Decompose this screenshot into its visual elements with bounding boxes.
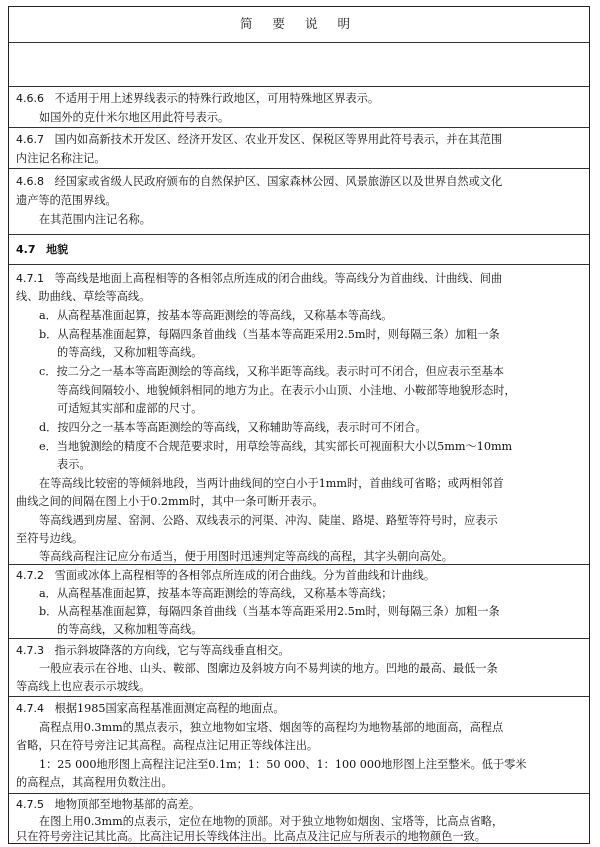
item-text: 根据1985国家高程基准面测定高程的地面点。 (54, 702, 285, 715)
item-4-7-5 (9, 794, 589, 843)
explanation-table (8, 6, 590, 844)
item-text: 内注记名称注记。 (16, 152, 106, 165)
item-number: 4.6.6 (16, 92, 44, 105)
item-text: 至符号边线。 (16, 532, 84, 545)
item-text: 曲线之间的间隔在图上小于0.2mm时，其中一条可断开表示。 (16, 495, 324, 508)
item-text: 可适短其实部和虚部的尺寸。 (57, 402, 203, 415)
item-4-7-3 (9, 639, 589, 697)
empty-row (9, 43, 589, 87)
item-4-6-8 (9, 169, 589, 235)
section-number: 4.7 (16, 243, 36, 256)
item-4-7-2 (9, 565, 589, 639)
item-text: 线、助曲线、草绘等高线。 (16, 290, 151, 303)
table-header (9, 7, 589, 43)
item-number: 4.7.1 (16, 272, 44, 285)
item-text: 遗产等的范围界线。 (16, 194, 117, 207)
item-text: a．从高程基准面起算，按基本等高距测绘的等高线，又称基本等高线； (39, 587, 393, 600)
item-text: 的等高线，又称加粗等高线。 (57, 346, 203, 359)
item-4-7-4 (9, 697, 589, 794)
item-text: d．按四分之一基本等高距测绘的等高线，又称辅助等高线，表示时可不闭合。 (39, 421, 427, 434)
item-text: 国内如高新技术开发区、经济开发区、农业开发区、保税区等界用此符号表示，并在其范围 (54, 133, 503, 146)
item-text: a．从高程基准面起算，按基本等高距测绘的等高线，又称基本等高线。 (39, 309, 393, 322)
item-number: 4.7.5 (16, 798, 44, 811)
table-title: 简 要 说 明 (240, 16, 358, 31)
section-title: 地貌 (46, 243, 69, 256)
item-text: 高程点用0.3mm的黑点表示，独立地物如宝塔、烟囱等的高程均为地物基部的地面高，高程点 (39, 721, 504, 734)
item-text: c．按二分之一基本等高距测绘的等高线，又称半距等高线。表示时可不闭合，但应表示至基本 (39, 365, 504, 378)
item-number: 4.7.4 (16, 702, 44, 715)
item-text: 指示斜坡降落的方向线，它与等高线垂直相交。 (54, 644, 290, 657)
item-text: b．从高程基准面起算，每隔四条首曲线（当基本等高距采用2.5m时，则每隔三条）加粗一条 (39, 605, 500, 618)
item-text: 表示。 (57, 458, 91, 471)
item-text: 等高线遇到房屋、窑洞、公路、双线表示的河渠、冲沟、陡崖、路堤、路堑等符号时，应表示 (39, 514, 498, 527)
item-number: 4.7.2 (16, 569, 44, 582)
item-text: 在等高线比较密的等倾斜地段，当两计曲线间的空白小于1mm时，首曲线可省略；或两相邻首 (39, 477, 504, 490)
item-text: 地物顶部至地物基部的高差。 (54, 798, 201, 811)
item-text: 1：25 000地形图上高程注记注至0.1m；1：50 000、1：100 000地形图上注至整米。低于零米 (39, 758, 527, 771)
item-text: 等高线上也应表示示坡线。 (16, 680, 151, 693)
item-text: 只在符号旁注记其比高。比高注记用长等线体注出。比高点及注记应与所表示的地物颜色一致。 (16, 830, 486, 843)
item-text: 在图上用0.3mm的点表示，定位在地物的顶部。对于独立地物如烟囱、宝塔等，比高点省略， (39, 815, 504, 828)
item-text: 等高线是地面上高程相等的各相邻点所连成的闭合曲线。等高线分为首曲线、计曲线、间曲 (54, 272, 503, 285)
item-text: 的等高线，又称加粗等高线。 (57, 623, 203, 636)
item-number: 4.6.8 (16, 175, 44, 188)
item-text: 不适用于用上述界线表示的特殊行政地区，可用特殊地区界表示。 (54, 92, 380, 105)
item-text: 省略，只在符号旁注记其高程。高程点注记用正等线体注出。 (16, 739, 319, 752)
item-4-6-7 (9, 128, 589, 169)
item-text: 等高线间隔较小、地貌倾斜相同的地方为止。在表示小山顶、小洼地、小鞍部等地貌形态时， (57, 384, 516, 397)
item-number: 4.6.7 (16, 133, 44, 146)
item-text: b．从高程基准面起算，每隔四条首曲线（当基本等高距采用2.5m时，则每隔三条）加粗一条 (39, 328, 500, 341)
item-text: 一般应表示在谷地、山头、鞍部、图廓边及斜坡方向不易判读的地方。凹地的最高、最低一条 (39, 662, 498, 675)
item-text: 等高线高程注记应分布适当，便于用图时迅速判定等高线的高程，其字头朝向高处。 (39, 550, 453, 563)
item-number: 4.7.3 (16, 644, 44, 657)
item-text: 雪面或冰体上高程相等的各相邻点所连成的闭合曲线。分为首曲线和计曲线。 (54, 569, 436, 582)
item-text: 的高程点，其高程用负数注出。 (16, 776, 173, 789)
item-text: e．当地貌测绘的精度不合规范要求时，用草绘等高线，其实部长可视面积大小以5mm～10mm (39, 440, 513, 453)
item-text: 在其范围内注记名称。 (39, 213, 151, 226)
item-text: 如国外的克什米尔地区用此符号表示。 (39, 111, 230, 124)
section-4-7 (9, 235, 589, 265)
item-text: 经国家或省级人民政府颁布的自然保护区、国家森林公园、风景旅游区以及世界自然或文化 (54, 175, 503, 188)
item-4-6-6 (9, 87, 589, 128)
item-4-7-1 (9, 265, 589, 565)
